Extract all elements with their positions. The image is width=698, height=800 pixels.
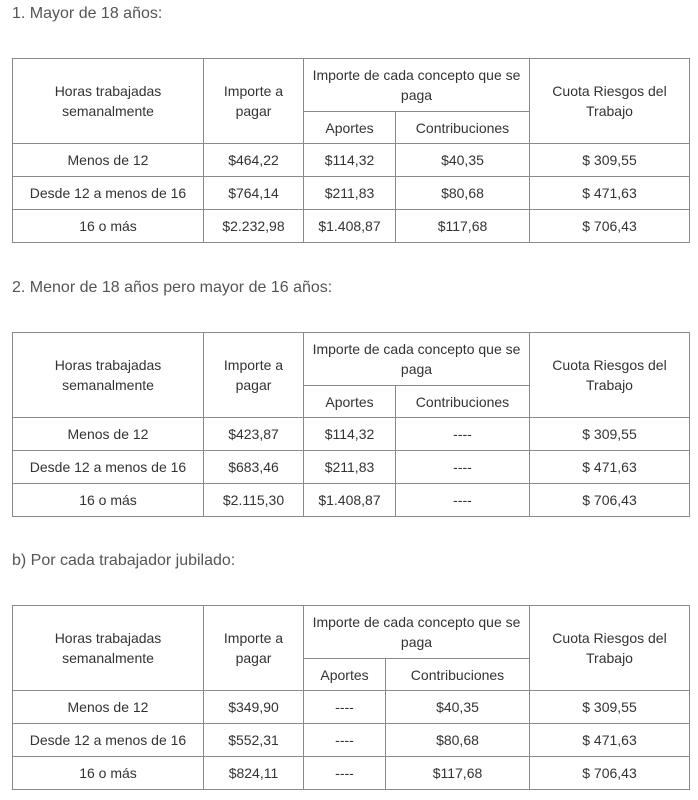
cell-amount: $2.115,30	[204, 484, 304, 517]
cell-hours: Desde 12 a menos de 16	[13, 177, 204, 210]
fee-table-retired	[12, 605, 690, 790]
cell-hours: 16 o más	[13, 484, 204, 517]
header-amount: Importe a pagar	[204, 333, 304, 418]
header-aportes: Aportes	[304, 112, 396, 144]
table-row	[13, 691, 690, 724]
cell-cuota: $ 471,63	[530, 451, 690, 484]
cell-contribuciones: $80,68	[396, 177, 530, 210]
cell-amount: $349,90	[204, 691, 304, 724]
header-contribuciones: Contribuciones	[386, 659, 530, 691]
cell-hours: Menos de 12	[13, 144, 204, 177]
cell-hours: Desde 12 a menos de 16	[13, 724, 204, 757]
table-row	[13, 757, 690, 790]
cell-hours: Desde 12 a menos de 16	[13, 451, 204, 484]
table-row	[13, 210, 690, 243]
cell-hours: Menos de 12	[13, 691, 204, 724]
header-concept: Importe de cada concepto que se paga	[304, 606, 530, 659]
cell-contribuciones: $80,68	[386, 724, 530, 757]
cell-contribuciones: $40,35	[396, 144, 530, 177]
cell-contribuciones: $117,68	[396, 210, 530, 243]
header-aportes: Aportes	[304, 659, 386, 691]
table-row	[13, 144, 690, 177]
header-contribuciones: Contribuciones	[396, 112, 530, 144]
cell-amount: $423,87	[204, 418, 304, 451]
table-row	[13, 484, 690, 517]
cell-contribuciones: ----	[396, 451, 530, 484]
header-hours: Horas trabajadas semanalmente	[13, 606, 204, 691]
fee-table-over-18	[12, 58, 690, 243]
cell-cuota: $ 309,55	[530, 418, 690, 451]
header-contribuciones: Contribuciones	[396, 386, 530, 418]
cell-cuota: $ 706,43	[530, 484, 690, 517]
cell-hours: 16 o más	[13, 210, 204, 243]
table-row	[13, 451, 690, 484]
cell-hours: Menos de 12	[13, 418, 204, 451]
table-row	[13, 724, 690, 757]
header-amount: Importe a pagar	[204, 606, 304, 691]
cell-amount: $464,22	[204, 144, 304, 177]
cell-amount: $824,11	[204, 757, 304, 790]
cell-cuota: $ 309,55	[530, 691, 690, 724]
cell-aportes: ----	[304, 724, 386, 757]
cell-aportes: $211,83	[304, 451, 396, 484]
header-hours: Horas trabajadas semanalmente	[13, 333, 204, 418]
header-cuota: Cuota Riesgos del Trabajo	[530, 606, 690, 691]
cell-contribuciones: ----	[396, 484, 530, 517]
cell-amount: $2.232,98	[204, 210, 304, 243]
section-title: b) Por cada trabajador jubilado:	[12, 552, 236, 569]
header-concept: Importe de cada concepto que se paga	[304, 333, 530, 386]
header-cuota: Cuota Riesgos del Trabajo	[530, 333, 690, 418]
cell-cuota: $ 309,55	[530, 144, 690, 177]
section-title: 2. Menor de 18 años pero mayor de 16 años:	[12, 279, 333, 296]
cell-aportes: $1.408,87	[304, 210, 396, 243]
cell-cuota: $ 471,63	[530, 724, 690, 757]
cell-aportes: ----	[304, 691, 386, 724]
cell-hours: 16 o más	[13, 757, 204, 790]
section-title: 1. Mayor de 18 años:	[12, 5, 163, 22]
header-hours: Horas trabajadas semanalmente	[13, 59, 204, 144]
cell-contribuciones: $117,68	[386, 757, 530, 790]
cell-contribuciones: $40,35	[386, 691, 530, 724]
cell-amount: $764,14	[204, 177, 304, 210]
header-amount: Importe a pagar	[204, 59, 304, 144]
header-cuota: Cuota Riesgos del Trabajo	[530, 59, 690, 144]
table-row	[13, 177, 690, 210]
cell-amount: $552,31	[204, 724, 304, 757]
fee-table-16-to-18	[12, 332, 690, 517]
cell-cuota: $ 471,63	[530, 177, 690, 210]
cell-amount: $683,46	[204, 451, 304, 484]
cell-aportes: $1.408,87	[304, 484, 396, 517]
cell-cuota: $ 706,43	[530, 757, 690, 790]
cell-aportes: $114,32	[304, 144, 396, 177]
header-aportes: Aportes	[304, 386, 396, 418]
header-concept: Importe de cada concepto que se paga	[304, 59, 530, 112]
table-row	[13, 418, 690, 451]
cell-cuota: $ 706,43	[530, 210, 690, 243]
cell-contribuciones: ----	[396, 418, 530, 451]
cell-aportes: $114,32	[304, 418, 396, 451]
cell-aportes: ----	[304, 757, 386, 790]
cell-aportes: $211,83	[304, 177, 396, 210]
